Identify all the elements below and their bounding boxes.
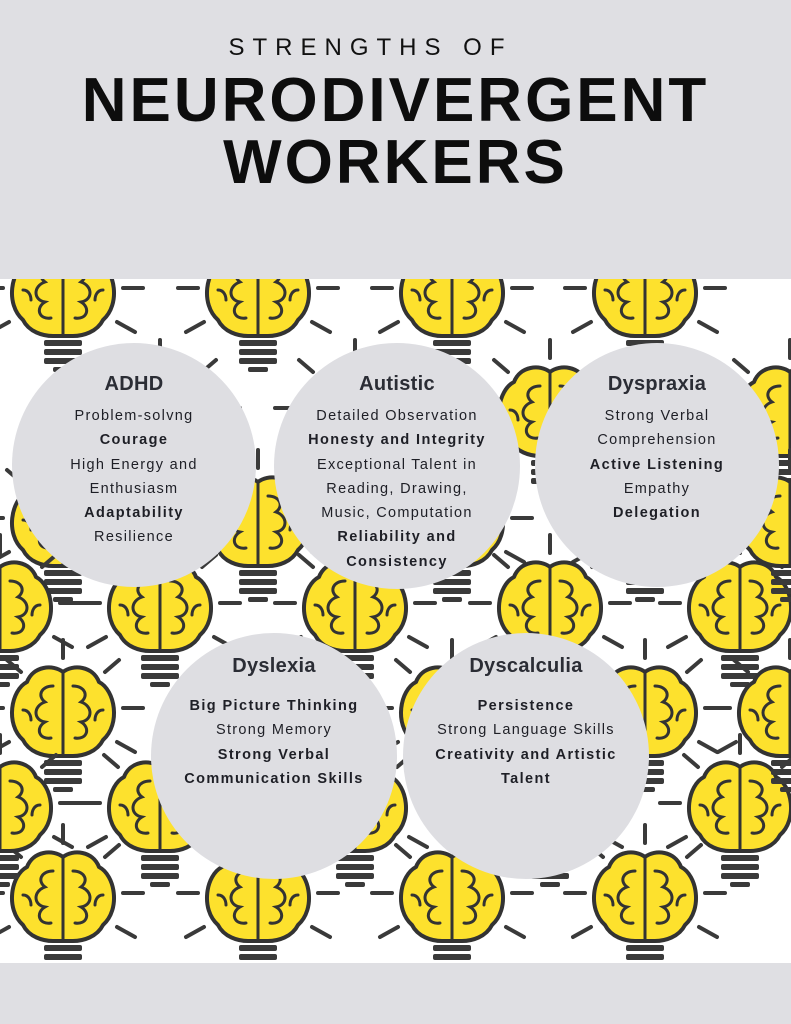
strength-item: Comprehension bbox=[597, 432, 717, 449]
strength-list bbox=[274, 404, 520, 574]
strength-list bbox=[535, 404, 779, 525]
strength-item: Strong Language Skills bbox=[437, 722, 615, 739]
strength-item: Honesty and Integrity bbox=[308, 432, 486, 449]
strength-item: Courage bbox=[99, 432, 169, 449]
card-adhd bbox=[12, 343, 256, 587]
strength-item: Reading, Drawing, bbox=[326, 480, 468, 497]
strength-item: Strong Verbal bbox=[217, 746, 331, 763]
subtitle: STRENGTHS OF bbox=[228, 34, 513, 61]
page-title bbox=[0, 66, 791, 197]
strength-item: Big Picture Thinking bbox=[189, 698, 359, 714]
title-line-1: NEURODIVERGENT bbox=[81, 66, 710, 135]
strength-item: Resilience bbox=[94, 529, 174, 546]
strength-item: Music, Computation bbox=[321, 505, 473, 522]
strength-item: Empathy bbox=[623, 480, 691, 497]
strength-item: Strong Verbal bbox=[604, 408, 710, 424]
strength-item: Talent bbox=[500, 770, 552, 787]
card-dyslexia bbox=[151, 633, 397, 879]
card-autistic bbox=[274, 343, 520, 589]
strength-item: Active Listening bbox=[589, 456, 725, 473]
card-title: Autistic bbox=[359, 373, 435, 395]
strength-item: Problem-solvng bbox=[74, 408, 194, 424]
strength-item: Communication Skills bbox=[184, 770, 364, 787]
title-line-2: WORKERS bbox=[223, 128, 568, 197]
card-dyscalculia bbox=[403, 633, 649, 879]
card-title: ADHD bbox=[104, 373, 164, 395]
strength-item: Consistency bbox=[346, 553, 448, 570]
strength-item: Delegation bbox=[612, 505, 702, 522]
strength-item: Reliability and bbox=[337, 529, 457, 546]
strength-item: High Energy and bbox=[70, 456, 198, 473]
footer-band bbox=[0, 963, 791, 1024]
strength-item: Adaptability bbox=[84, 505, 184, 522]
header-banner bbox=[0, 0, 791, 279]
strength-item: Detailed Observation bbox=[316, 408, 478, 424]
strength-list bbox=[403, 694, 649, 791]
strength-item: Strong Memory bbox=[215, 722, 332, 739]
strength-item: Creativity and Artistic bbox=[435, 746, 617, 763]
strength-list bbox=[151, 694, 397, 791]
card-dyspraxia bbox=[535, 343, 779, 587]
card-title: Dyspraxia bbox=[607, 373, 707, 395]
strength-item: Enthusiasm bbox=[89, 480, 179, 497]
card-title: Dyscalculia bbox=[469, 655, 583, 677]
card-title: Dyslexia bbox=[232, 655, 316, 677]
strength-list bbox=[12, 404, 256, 550]
strength-item: Persistence bbox=[477, 698, 575, 714]
strength-item: Exceptional Talent in bbox=[316, 456, 478, 473]
